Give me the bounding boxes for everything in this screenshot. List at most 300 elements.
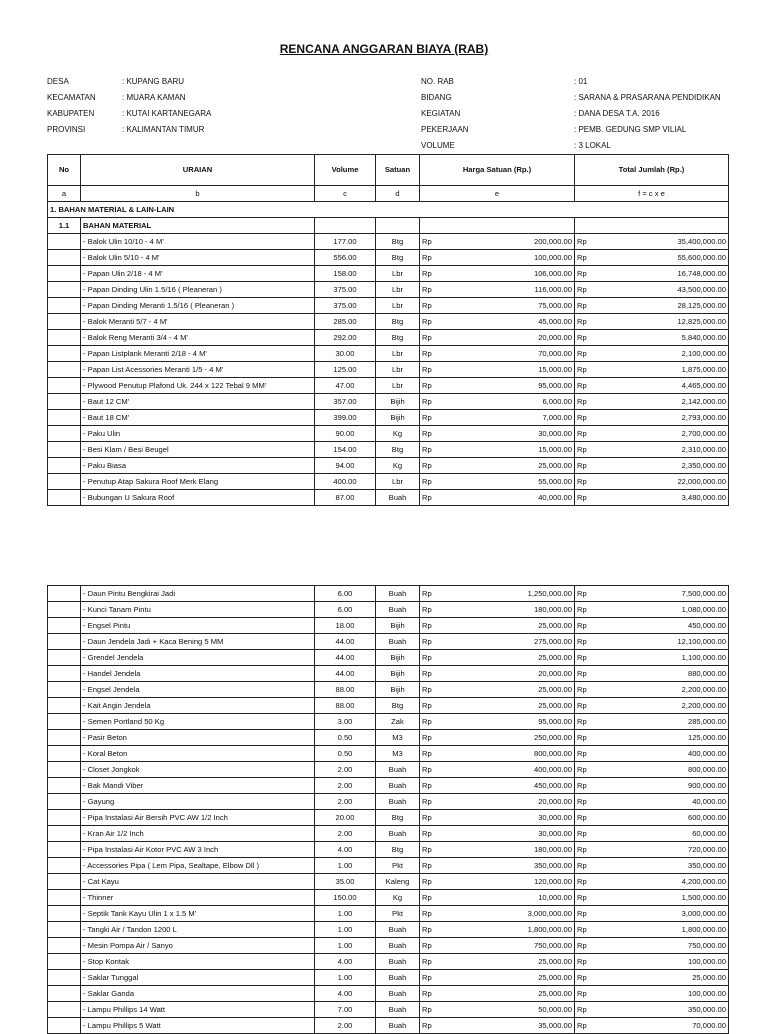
row-uraian: - Besi Klam / Besi Beugel (81, 442, 315, 458)
currency-label: Rp (422, 780, 432, 790)
row-harga (420, 714, 575, 730)
row-volume: 4.00 (315, 842, 376, 858)
row-volume: 154.00 (315, 442, 376, 458)
currency-label: Rp (577, 476, 587, 486)
row-no (48, 490, 81, 506)
row-no (48, 874, 81, 890)
row-uraian: - Grendel Jendela (81, 650, 315, 666)
row-volume: 30.00 (315, 346, 376, 362)
currency-label: Rp (422, 396, 432, 406)
table-row (48, 1002, 729, 1018)
table-row (48, 970, 729, 986)
row-harga-value: 800,000.00 (533, 748, 572, 758)
row-total-value: 35,400,000.00 (677, 236, 726, 246)
row-no (48, 298, 81, 314)
row-volume: 400.00 (315, 474, 376, 490)
row-no (48, 714, 81, 730)
page-title: RENCANA ANGGARAN BIAYA (RAB) (279, 42, 489, 56)
row-harga-value: 750,000.00 (533, 940, 572, 950)
row-uraian: - Semen Portland 50 Kg (81, 714, 315, 730)
currency-label: Rp (422, 412, 432, 422)
row-total (575, 810, 729, 826)
empty-cell (315, 218, 376, 234)
row-no (48, 234, 81, 250)
row-satuan: Btg (376, 250, 420, 266)
row-harga-value: 3,000,000.00 (527, 908, 572, 918)
currency-label: Rp (422, 716, 432, 726)
table-row (48, 378, 729, 394)
row-total (575, 938, 729, 954)
row-total-value: 350,000.00 (687, 1004, 726, 1014)
row-harga (420, 394, 575, 410)
currency-label: Rp (422, 316, 432, 326)
row-total-value: 7,500,000.00 (681, 588, 726, 598)
row-total (575, 1018, 729, 1034)
row-total-value: 1,800,000.00 (681, 924, 726, 934)
row-volume: 1.00 (315, 922, 376, 938)
currency-label: Rp (577, 1020, 587, 1030)
row-uraian: - Engsel Jendela (81, 682, 315, 698)
row-uraian: - Baut 12 CM' (81, 394, 315, 410)
row-volume: 2.00 (315, 762, 376, 778)
currency-label: Rp (422, 332, 432, 342)
row-satuan: Lbr (376, 346, 420, 362)
row-volume: 6.00 (315, 602, 376, 618)
currency-label: Rp (422, 812, 432, 822)
table-row (48, 714, 729, 730)
row-harga-value: 20,000.00 (538, 796, 572, 806)
row-total-value: 55,600,000.00 (677, 252, 726, 262)
row-harga (420, 410, 575, 426)
row-volume: 357.00 (315, 394, 376, 410)
row-harga-value: 30,000.00 (538, 428, 572, 438)
row-total-value: 22,000,000.00 (677, 476, 726, 486)
row-total (575, 362, 729, 378)
row-total (575, 906, 729, 922)
row-total (575, 858, 729, 874)
currency-label: Rp (577, 780, 587, 790)
row-harga (420, 698, 575, 714)
row-satuan: Bijih (376, 682, 420, 698)
currency-label: Rp (422, 956, 432, 966)
row-harga-value: 275,000.00 (533, 636, 572, 646)
info-label: KECAMATAN (47, 93, 96, 102)
row-satuan: M3 (376, 730, 420, 746)
row-harga (420, 650, 575, 666)
row-no (48, 826, 81, 842)
currency-label: Rp (577, 748, 587, 758)
row-no (48, 250, 81, 266)
currency-label: Rp (422, 348, 432, 358)
currency-label: Rp (577, 412, 587, 422)
row-no (48, 266, 81, 282)
table-row (48, 890, 729, 906)
table-row (48, 282, 729, 298)
row-no (48, 378, 81, 394)
table-row (48, 810, 729, 826)
subsection-row (48, 218, 729, 234)
table-header-row (48, 155, 729, 186)
currency-label: Rp (577, 636, 587, 646)
col-code: e (420, 186, 575, 202)
currency-label: Rp (577, 364, 587, 374)
table-row (48, 682, 729, 698)
row-satuan: Pkt (376, 858, 420, 874)
col-code: f = c x e (575, 186, 729, 202)
row-uraian: - Lampu Phillips 5 Watt (81, 1018, 315, 1034)
row-satuan: Lbr (376, 266, 420, 282)
row-total (575, 842, 729, 858)
row-no (48, 394, 81, 410)
currency-label: Rp (577, 620, 587, 630)
table-row (48, 666, 729, 682)
row-harga (420, 266, 575, 282)
table-row (48, 618, 729, 634)
row-no (48, 282, 81, 298)
row-no (48, 954, 81, 970)
row-harga (420, 618, 575, 634)
row-no (48, 314, 81, 330)
row-no (48, 1018, 81, 1034)
row-harga (420, 730, 575, 746)
row-satuan: Bijih (376, 650, 420, 666)
currency-label: Rp (577, 460, 587, 470)
row-total-value: 2,142,000.00 (681, 396, 726, 406)
row-no (48, 1002, 81, 1018)
row-satuan: Lbr (376, 298, 420, 314)
row-harga (420, 890, 575, 906)
row-satuan: Buah (376, 586, 420, 602)
row-volume: 20.00 (315, 810, 376, 826)
row-volume: 88.00 (315, 682, 376, 698)
table-row (48, 842, 729, 858)
currency-label: Rp (577, 828, 587, 838)
table-row (48, 986, 729, 1002)
table-row (48, 874, 729, 890)
row-harga (420, 586, 575, 602)
row-satuan: Buah (376, 938, 420, 954)
row-harga-value: 25,000.00 (538, 988, 572, 998)
row-uraian: - Closet Jongkok (81, 762, 315, 778)
row-uraian: - Mesin Pompa Air / Sanyo (81, 938, 315, 954)
row-total-value: 1,080,000.00 (681, 604, 726, 614)
currency-label: Rp (422, 620, 432, 630)
currency-label: Rp (577, 300, 587, 310)
row-harga (420, 954, 575, 970)
row-total (575, 730, 729, 746)
row-uraian: - Handel Jendela (81, 666, 315, 682)
row-total-value: 2,310,000.00 (681, 444, 726, 454)
row-harga (420, 378, 575, 394)
table-row (48, 426, 729, 442)
row-harga-value: 25,000.00 (538, 700, 572, 710)
row-total-value: 25,000.00 (692, 972, 726, 982)
row-uraian: - Lampu Phillips 14 Watt (81, 1002, 315, 1018)
row-no (48, 602, 81, 618)
row-total-value: 12,100,000.00 (677, 636, 726, 646)
table-row (48, 746, 729, 762)
row-satuan: Buah (376, 634, 420, 650)
currency-label: Rp (422, 1004, 432, 1014)
row-uraian: - Pipa Instalasi Air Bersih PVC AW 1/2 Inch (81, 810, 315, 826)
row-total (575, 378, 729, 394)
empty-cell (575, 218, 729, 234)
row-harga-value: 20,000.00 (538, 668, 572, 678)
col-code: d (376, 186, 420, 202)
row-uraian: - Engsel Pintu (81, 618, 315, 634)
info-value: : 3 LOKAL (574, 141, 611, 150)
row-volume: 285.00 (315, 314, 376, 330)
currency-label: Rp (577, 316, 587, 326)
row-harga-value: 250,000.00 (533, 732, 572, 742)
currency-label: Rp (422, 684, 432, 694)
currency-label: Rp (577, 876, 587, 886)
row-total-value: 40,000.00 (692, 796, 726, 806)
row-volume: 44.00 (315, 650, 376, 666)
table-row (48, 922, 729, 938)
info-value: : KUPANG BARU (122, 77, 185, 86)
row-total (575, 714, 729, 730)
row-total (575, 794, 729, 810)
row-no (48, 794, 81, 810)
table-row (48, 586, 729, 602)
row-total-value: 2,350,000.00 (681, 460, 726, 470)
row-no (48, 858, 81, 874)
table-row (48, 730, 729, 746)
row-total (575, 314, 729, 330)
row-harga (420, 666, 575, 682)
row-total (575, 826, 729, 842)
row-harga-value: 106,000.00 (533, 268, 572, 278)
row-total (575, 394, 729, 410)
row-satuan: Lbr (376, 362, 420, 378)
table-row (48, 826, 729, 842)
row-harga-value: 10,000.00 (538, 892, 572, 902)
row-harga (420, 746, 575, 762)
row-total (575, 874, 729, 890)
section-row (48, 202, 729, 218)
row-harga (420, 282, 575, 298)
table-row (48, 330, 729, 346)
row-uraian: - Daun Jendela Jadi + Kaca Bening 5 MM (81, 634, 315, 650)
currency-label: Rp (577, 492, 587, 502)
currency-label: Rp (577, 428, 587, 438)
row-harga (420, 442, 575, 458)
row-satuan: Buah (376, 954, 420, 970)
row-total-value: 900,000.00 (687, 780, 726, 790)
currency-label: Rp (422, 380, 432, 390)
row-uraian: - Baut 18 CM' (81, 410, 315, 426)
row-volume: 4.00 (315, 986, 376, 1002)
currency-label: Rp (422, 988, 432, 998)
row-total (575, 346, 729, 362)
info-value: : DANA DESA T.A. 2016 (574, 109, 660, 118)
currency-label: Rp (577, 444, 587, 454)
row-harga-value: 200,000.00 (533, 236, 572, 246)
row-satuan: Btg (376, 842, 420, 858)
row-total (575, 890, 729, 906)
col-code: a (48, 186, 81, 202)
currency-label: Rp (422, 876, 432, 886)
row-total-value: 2,793,000.00 (681, 412, 726, 422)
row-total (575, 426, 729, 442)
currency-label: Rp (577, 236, 587, 246)
row-total-value: 750,000.00 (687, 940, 726, 950)
row-satuan: Btg (376, 442, 420, 458)
currency-label: Rp (422, 652, 432, 662)
info-value: : MUARA KAMAN (122, 93, 186, 102)
row-harga-value: 450,000.00 (533, 780, 572, 790)
row-total (575, 298, 729, 314)
row-no (48, 762, 81, 778)
row-harga-value: 25,000.00 (538, 972, 572, 982)
info-label: KABUPATEN (47, 109, 95, 118)
row-satuan: Buah (376, 762, 420, 778)
row-harga-value: 75,000.00 (538, 300, 572, 310)
info-label: PROVINSI (47, 125, 86, 134)
row-harga-value: 25,000.00 (538, 684, 572, 694)
info-value: : KUTAI KARTANEGARA (122, 109, 212, 118)
row-harga (420, 858, 575, 874)
row-total-value: 2,200,000.00 (681, 684, 726, 694)
row-volume: 375.00 (315, 282, 376, 298)
table-row (48, 442, 729, 458)
table-row (48, 298, 729, 314)
row-uraian: - Balok Reng Meranti 3/4 - 4 M' (81, 330, 315, 346)
row-total-value: 100,000.00 (687, 988, 726, 998)
currency-label: Rp (422, 1020, 432, 1030)
row-satuan: Buah (376, 490, 420, 506)
row-volume: 6.00 (315, 586, 376, 602)
currency-label: Rp (422, 860, 432, 870)
row-total (575, 490, 729, 506)
row-total (575, 922, 729, 938)
col-header-harga: Harga Satuan (Rp.) (420, 155, 575, 186)
row-uraian: - Bubungan U Sakura Roof (81, 490, 315, 506)
row-harga-value: 30,000.00 (538, 828, 572, 838)
row-total-value: 720,000.00 (687, 844, 726, 854)
row-no (48, 698, 81, 714)
row-total-value: 350,000.00 (687, 860, 726, 870)
row-total-value: 16,748,000.00 (677, 268, 726, 278)
row-uraian: - Balok Meranti 5/7 - 4 M' (81, 314, 315, 330)
row-total-value: 2,200,000.00 (681, 700, 726, 710)
col-code: c (315, 186, 376, 202)
row-volume: 125.00 (315, 362, 376, 378)
currency-label: Rp (577, 972, 587, 982)
row-no (48, 778, 81, 794)
table-row (48, 762, 729, 778)
row-satuan: Buah (376, 602, 420, 618)
row-total-value: 100,000.00 (687, 956, 726, 966)
row-satuan: M3 (376, 746, 420, 762)
row-volume: 94.00 (315, 458, 376, 474)
currency-label: Rp (577, 684, 587, 694)
currency-label: Rp (422, 268, 432, 278)
row-volume: 87.00 (315, 490, 376, 506)
row-harga (420, 842, 575, 858)
currency-label: Rp (422, 940, 432, 950)
row-harga (420, 682, 575, 698)
col-code: b (81, 186, 315, 202)
row-no (48, 458, 81, 474)
row-total-value: 450,000.00 (687, 620, 726, 630)
row-no (48, 410, 81, 426)
currency-label: Rp (422, 492, 432, 502)
row-volume: 44.00 (315, 666, 376, 682)
col-header-uraian: URAIAN (81, 155, 315, 186)
currency-label: Rp (422, 460, 432, 470)
row-uraian: - Cat Kayu (81, 874, 315, 890)
row-satuan: Pkt (376, 906, 420, 922)
row-uraian: - Daun Pintu Bengkirai Jadi (81, 586, 315, 602)
row-harga-value: 30,000.00 (538, 812, 572, 822)
row-uraian: - Koral Beton (81, 746, 315, 762)
currency-label: Rp (577, 1004, 587, 1014)
row-total (575, 234, 729, 250)
table-row (48, 954, 729, 970)
row-uraian: - Gayung (81, 794, 315, 810)
row-harga (420, 874, 575, 890)
currency-label: Rp (577, 588, 587, 598)
info-value: : KALIMANTAN TIMUR (122, 125, 205, 134)
row-volume: 375.00 (315, 298, 376, 314)
row-satuan: Lbr (376, 282, 420, 298)
row-satuan: Bijih (376, 410, 420, 426)
row-no (48, 810, 81, 826)
currency-label: Rp (422, 908, 432, 918)
row-harga (420, 778, 575, 794)
currency-label: Rp (422, 844, 432, 854)
table-row (48, 794, 729, 810)
currency-label: Rp (577, 268, 587, 278)
row-total (575, 634, 729, 650)
subsection-no: 1.1 (48, 218, 81, 234)
currency-label: Rp (422, 604, 432, 614)
row-no (48, 842, 81, 858)
row-volume: 18.00 (315, 618, 376, 634)
row-volume: 177.00 (315, 234, 376, 250)
currency-label: Rp (577, 812, 587, 822)
row-harga (420, 794, 575, 810)
currency-label: Rp (422, 636, 432, 646)
row-volume: 7.00 (315, 1002, 376, 1018)
row-harga-value: 7,000.00 (542, 412, 572, 422)
info-label: NO. RAB (421, 77, 454, 86)
currency-label: Rp (577, 332, 587, 342)
info-label: KEGIATAN (421, 109, 461, 118)
row-total (575, 458, 729, 474)
subsection-label: BAHAN MATERIAL (81, 218, 315, 234)
row-harga-value: 40,000.00 (538, 492, 572, 502)
row-harga-value: 180,000.00 (533, 604, 572, 614)
row-satuan: Zak (376, 714, 420, 730)
currency-label: Rp (422, 364, 432, 374)
row-harga-value: 25,000.00 (538, 620, 572, 630)
row-harga (420, 826, 575, 842)
currency-label: Rp (577, 940, 587, 950)
currency-label: Rp (577, 380, 587, 390)
row-harga-value: 116,000.00 (534, 284, 572, 294)
row-total (575, 746, 729, 762)
table-row (48, 346, 729, 362)
currency-label: Rp (422, 700, 432, 710)
row-uraian: - Penutup Atap Sakura Roof Merk Elang (81, 474, 315, 490)
section-label: 1. BAHAN MATERIAL & LAIN-LAIN (48, 202, 729, 218)
row-uraian: - Papan List Acessories Meranti 1/5 - 4 M' (81, 362, 315, 378)
row-total-value: 1,500,000.00 (681, 892, 726, 902)
row-uraian: - Tangki Air / Tandon 1200 L (81, 922, 315, 938)
